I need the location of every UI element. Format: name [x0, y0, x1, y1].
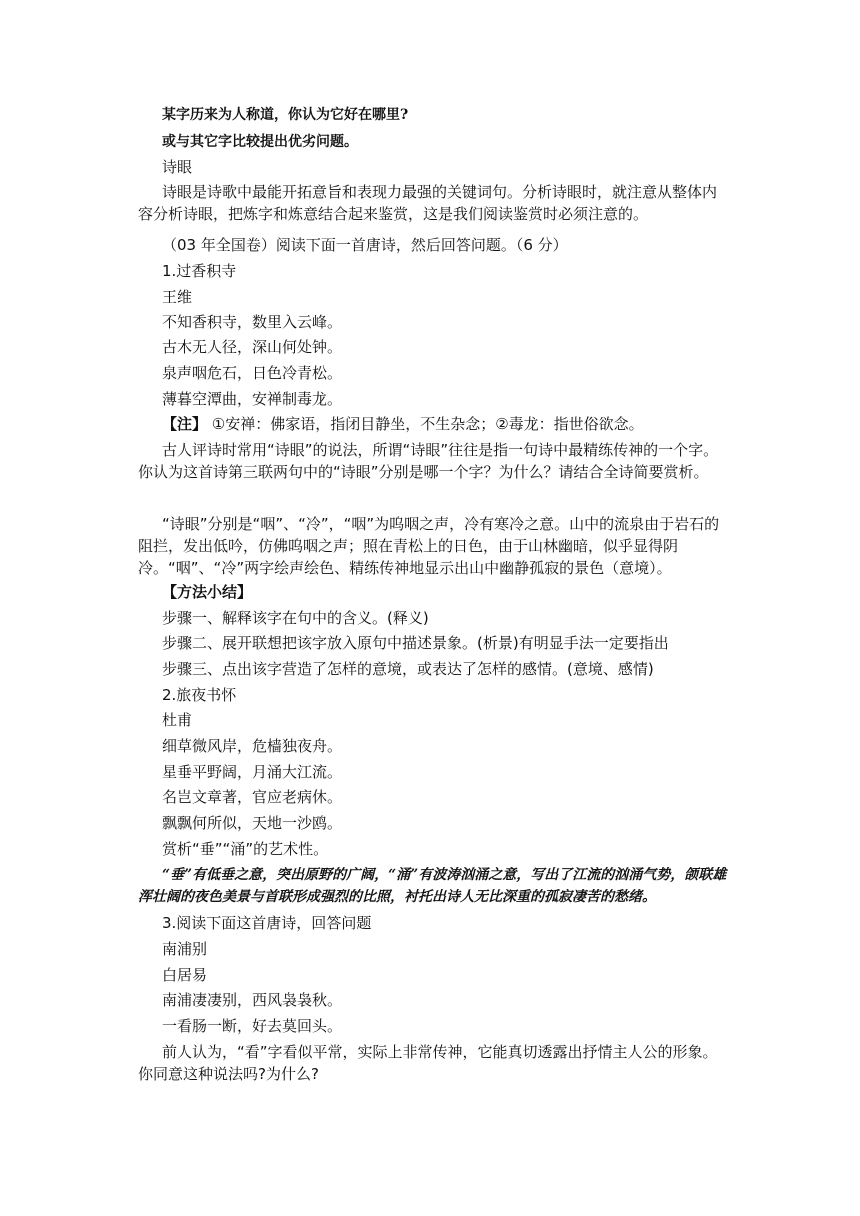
note-label: 【注】	[162, 415, 208, 433]
poem-line: 南浦凄凄别，西风袅袅秋。	[162, 991, 343, 1009]
note	[162, 415, 644, 433]
paragraph: 诗眼是诗歌中最能开拓意旨和表现力最强的关键词句。分析诗眼时，就注意从整体内容分析诗眼，把炼字和炼意结合起来鉴赏，这是我们阅读鉴赏时必须注意的。	[138, 183, 718, 223]
poem-author: 王维	[162, 288, 193, 306]
text-line: （03 年全国卷）阅读下面一首唐诗，然后回答问题。（6 分）	[162, 236, 568, 254]
paragraph: 前人认为，“看”字看似平常，实际上非常传神，它能真切透露出抒情主人公的形象。你同意这种说法吗?为什么?	[138, 1043, 718, 1083]
text-line: 赏析“垂”“涌”的艺术性。	[162, 840, 329, 858]
italic-paragraph: “垂”有低垂之意，突出原野的广阔，“涌”有波涛汹涌之意，写出了江流的汹涌气势，颌联雄浑壮阔的夜色美景与首联形成强烈的比照，衬托出诗人无比深重的孤寂凄苦的愁绪。	[138, 867, 727, 905]
paragraph: “诗眼”分别是“咽”、“冷”，“咽”为呜咽之声，冷有寒冷之意。山中的流泉由于岩石的阻拦，发出低吟，仿佛呜咽之声；照在青松上的日色，由于山林幽暗，似乎显得阴冷。“咽”、“冷”两字绘声绘色、精练传神地显示出山中幽静孤寂的景色（意境）。	[138, 515, 720, 577]
poem-title: 1.过香积寺	[162, 262, 237, 280]
text-line: 步骤三、点出该字营造了怎样的意境，或表达了怎样的感情。(意境、感情)	[162, 660, 654, 678]
text-line: 某字历来为人称道，你认为它好在哪里?	[162, 107, 409, 123]
poem-line: 薄暮空潭曲，安禅制毒龙。	[162, 390, 343, 408]
poem-author: 杜甫	[162, 711, 193, 729]
poem-line: 一看肠一断，好去莫回头。	[162, 1017, 343, 1035]
poem-line: 飘飘何所似，天地一沙鸥。	[162, 814, 343, 832]
text-line: 步骤二、展开联想把该字放入原句中描述景象。(析景)有明显手法一定要指出	[162, 634, 669, 652]
poem-line: 泉声咽危石，日色冷青松。	[162, 364, 343, 382]
text-line: 3.阅读下面这首唐诗，回答问题	[162, 914, 372, 932]
text-line: 步骤一、解释该字在句中的含义。(释义)	[162, 609, 429, 627]
text-line: 或与其它字比较提出优劣问题。	[162, 134, 358, 150]
poem-line: 星垂平野阔，月涌大江流。	[162, 763, 343, 781]
poem-title: 南浦别	[162, 940, 208, 958]
poem-line: 名岂文章著，官应老病休。	[162, 788, 343, 806]
poem-line: 不知香积寺，数里入云峰。	[162, 313, 343, 331]
method-summary-heading: 【方法小结】	[162, 583, 253, 601]
note-text: ①安禅：佛家语，指闭目静坐，不生杂念；②毒龙：指世俗欲念。	[207, 415, 644, 433]
poem-author: 白居易	[162, 966, 208, 984]
paragraph: 古人评诗时常用“诗眼”的说法，所谓“诗眼”往往是指一句诗中最精练传神的一个字。你认为这首诗第三联两句中的“诗眼”分别是哪一个字？为什么？请结合全诗简要赏析。	[138, 441, 719, 481]
poem-line: 细草微风岸，危樯独夜舟。	[162, 737, 343, 755]
section-heading: 诗眼	[162, 158, 193, 176]
poem-line: 古木无人径，深山何处钟。	[162, 338, 343, 356]
poem-title: 2.旅夜书怀	[162, 686, 237, 704]
